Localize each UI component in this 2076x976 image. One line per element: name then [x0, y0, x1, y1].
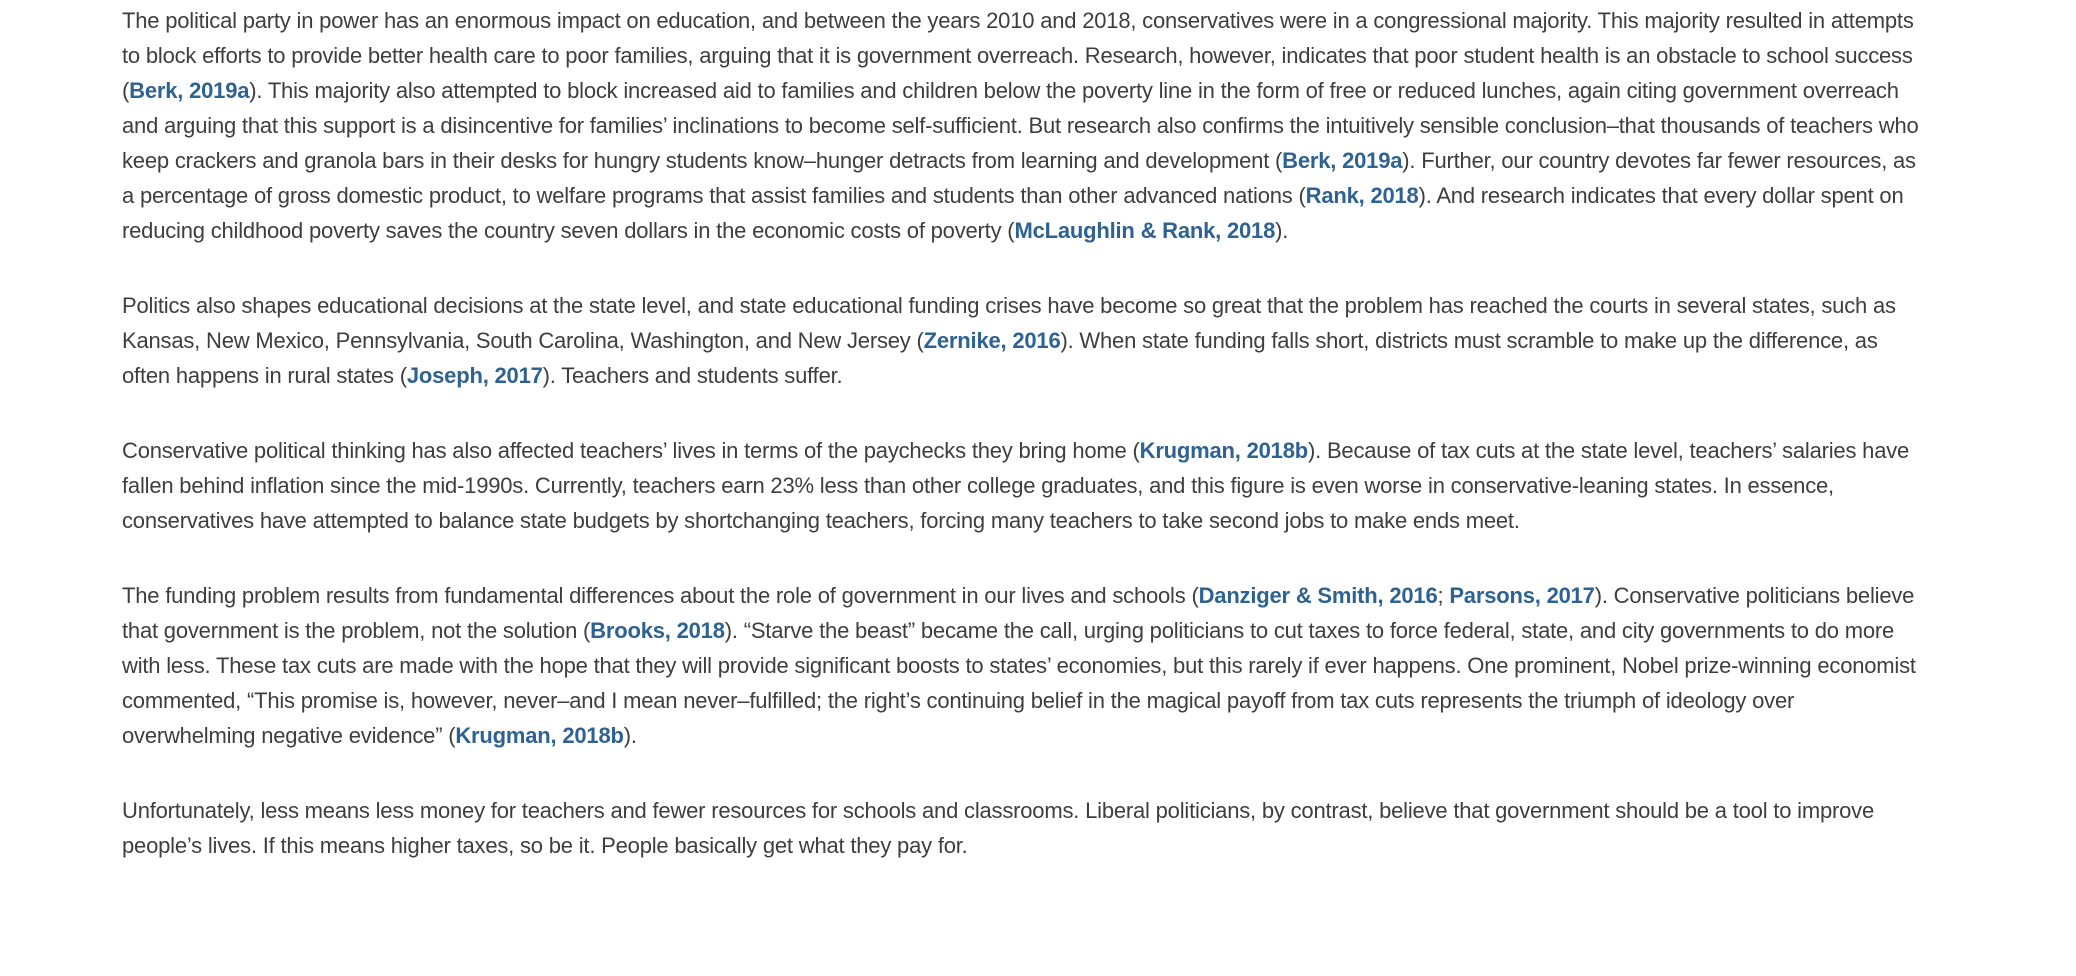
body-text: Conservative political thinking has also affected teachers’ lives in terms of the paychecks they bring home (	[122, 438, 1140, 463]
body-text: ).	[623, 723, 637, 748]
body-text: ). Conservative politicians believe that government is the problem, not the solution (	[122, 583, 1915, 643]
body-text: The political party in power has an enormous impact on education, and between the years 2010 and 2018, conservatives were in a congressional majority. This majority resulted in attempts to block efforts to provide better health care to poor families, arguing that it is government overreach. Research, however, indicates that poor student health is an obstacle to school success (	[122, 8, 1914, 103]
body-text: Unfortunately, less means less money for teachers and fewer resources for schools and classrooms. Liberal politicians, by contrast, believe that government should be a tool to improve people’s lives. If this means higher taxes, so be it. People basically get what they pay for.	[122, 798, 1874, 858]
paragraph	[122, 578, 1930, 753]
paragraph	[122, 433, 1930, 538]
body-text: ). And research indicates that every dollar spent on reducing childhood poverty saves the country seven dollars in the economic costs of poverty (	[122, 183, 1904, 243]
citation-link[interactable]: Zernike, 2016	[923, 328, 1061, 353]
body-text: ). Teachers and students suffer.	[542, 363, 843, 388]
citation-link[interactable]: Danziger & Smith, 2016	[1198, 583, 1438, 608]
body-text: Politics also shapes educational decisions at the state level, and state educational funding crises have become so great that the problem has reached the courts in several states, such as Kansas, New Mexico, Pennsylvania, South Carolina, Washington, and New Jersey (	[122, 293, 1896, 353]
paragraph	[122, 288, 1930, 393]
body-text: ). When state funding falls short, districts must scramble to make up the difference, as often happens in rural states (	[122, 328, 1878, 388]
body-text: ). Because of tax cuts at the state level, teachers’ salaries have fallen behind inflation since the mid-1990s. Currently, teachers earn 23% less than other college graduates, and this figure is even worse in conservative-leaning states. In essence, conservatives have attempted to balance state budgets by shortchanging teachers, forcing many teachers to take second jobs to make ends meet.	[122, 438, 1910, 533]
citation-link[interactable]: Krugman, 2018b	[455, 723, 624, 748]
citation-link[interactable]: Rank, 2018	[1305, 183, 1419, 208]
citation-link[interactable]: McLaughlin & Rank, 2018	[1014, 218, 1276, 243]
body-text: ). This majority also attempted to block increased aid to families and children below the poverty line in the form of free or reduced lunches, again citing government overreach and arguing that this support is a disincentive for families’ inclinations to become self-sufficient. But research also confirms the intuitively sensible conclusion–that thousands of teachers who keep crackers and granola bars in their desks for hungry students know–hunger detracts from learning and development (	[122, 78, 1919, 173]
citation-link[interactable]: Brooks, 2018	[590, 618, 725, 643]
citation-link[interactable]: Parsons, 2017	[1449, 583, 1595, 608]
citation-link[interactable]: Berk, 2019a	[1282, 148, 1403, 173]
paragraph	[122, 3, 1930, 248]
citation-link[interactable]: Berk, 2019a	[129, 78, 250, 103]
body-text: ).	[1275, 218, 1289, 243]
citation-link[interactable]: Joseph, 2017	[406, 363, 543, 388]
body-text: ;	[1437, 583, 1450, 608]
body-text: The funding problem results from fundamental differences about the role of government in our lives and schools (	[122, 583, 1199, 608]
citation-link[interactable]: Krugman, 2018b	[1139, 438, 1308, 463]
body-text: ). “Starve the beast” became the call, urging politicians to cut taxes to force federal, state, and city governments to do more with less. These tax cuts are made with the hope that they will provide significant boosts to states’ economies, but this rarely if ever happens. One prominent, Nobel prize-winning economist commented, “This promise is, however, never–and I mean never–fulfilled; the right’s continuing belief in the magical payoff from tax cuts represents the triumph of ideology over overwhelming negative evidence” (	[122, 618, 1916, 748]
paragraph	[122, 793, 1930, 863]
body-text: ). Further, our country devotes far fewer resources, as a percentage of gross domestic product, to welfare programs that assist families and students than other advanced nations (	[122, 148, 1916, 208]
